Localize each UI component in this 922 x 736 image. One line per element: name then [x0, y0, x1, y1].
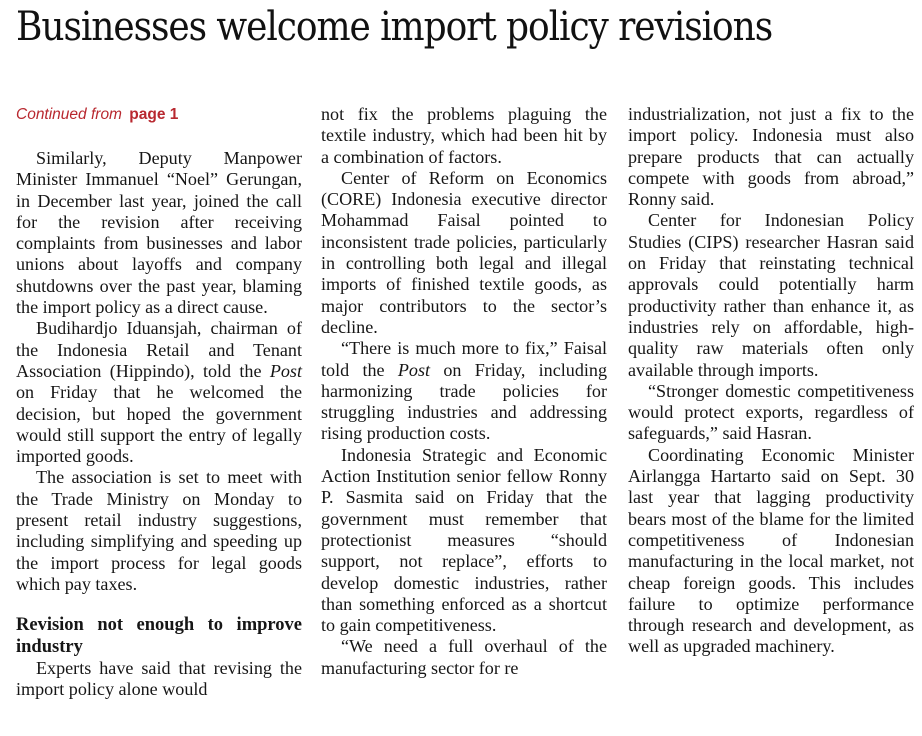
continued-page-link[interactable]: page 1	[129, 106, 179, 123]
paragraph: Budihardjo Iduansjah, chairman of the Indonesia Retail and Tenant Association (Hippindo), told the Post on Friday that he welcomed the decision, but hoped the government would still support the entry of legally imported goods.	[16, 318, 302, 467]
continued-text: Continued from	[16, 106, 122, 123]
article-column-3	[628, 104, 914, 658]
article-column-2	[321, 104, 607, 679]
paragraph: Similarly, Deputy Manpower Minister Immanuel “Noel” Gerungan, in December last year, joined the call for the revision after receiving complaints from businesses and labor unions about layoffs and company shutdowns over the past year, blaming the import policy as a direct cause.	[16, 148, 302, 318]
article-headline: Businesses welcome import policy revisions	[16, 4, 773, 50]
continued-from-label	[16, 104, 302, 125]
paragraph: Coordinating Economic Minister Airlangga Hartarto said on Sept. 30 last year that lagging productivity bears most of the blame for the limited competitiveness of Indonesian manufacturing in the local market, not cheap foreign goods. This includes failure to optimize performance through research and development, as well as upgraded machinery.	[628, 444, 914, 657]
publication-name: Post	[269, 360, 302, 381]
paragraph: The association is set to meet with the Trade Ministry on Monday to present retail industry suggestions, including simplifying and speeding up the import process for legal goods which pay taxes.	[16, 467, 302, 594]
paragraph: not fix the problems plaguing the textile industry, which had been hit by a combination of factors.	[321, 104, 607, 167]
publication-name: Post	[397, 359, 431, 380]
paragraph: Experts have said that revising the import policy alone would	[16, 657, 302, 700]
paragraph: industrialization, not just a fix to the import policy. Indonesia must also prepare products that can actually compete with goods from abroad,” Ronny said.	[628, 104, 914, 210]
paragraph: “We need a full overhaul of the manufacturing sector for re	[321, 636, 607, 678]
paragraph: “There is much more to fix,” Faisal told the Post on Friday, including harmonizing trade policies for struggling industries and addressing rising production costs.	[321, 338, 607, 444]
paragraph: Center of Reform on Economics (CORE) Indonesia executive director Mohammad Faisal pointed to inconsistent trade policies, particularly in controlling both legal and illegal imports of finished textile goods, as major contributors to the sector’s decline.	[321, 167, 607, 337]
section-subhead: Revision not enough to improve industry	[16, 615, 302, 657]
paragraph: Center for Indonesian Policy Studies (CIPS) researcher Hasran said on Friday that reinstating technical approvals could potentially harm productivity rather than enhance it, as industries rely on affordable, high-quality raw materials often only available through imports.	[628, 210, 914, 380]
article-column-1	[16, 104, 302, 700]
paragraph: Indonesia Strategic and Economic Action Institution senior fellow Ronny P. Sasmita said on Friday that the government must remember that protectionist measures “should support, not replace”, efforts to develop domestic industries, rather than something enforced as a shortcut to gain competitiveness.	[321, 444, 607, 636]
paragraph: “Stronger domestic competitiveness would protect exports, regardless of safeguards,” said Hasran.	[628, 380, 914, 444]
